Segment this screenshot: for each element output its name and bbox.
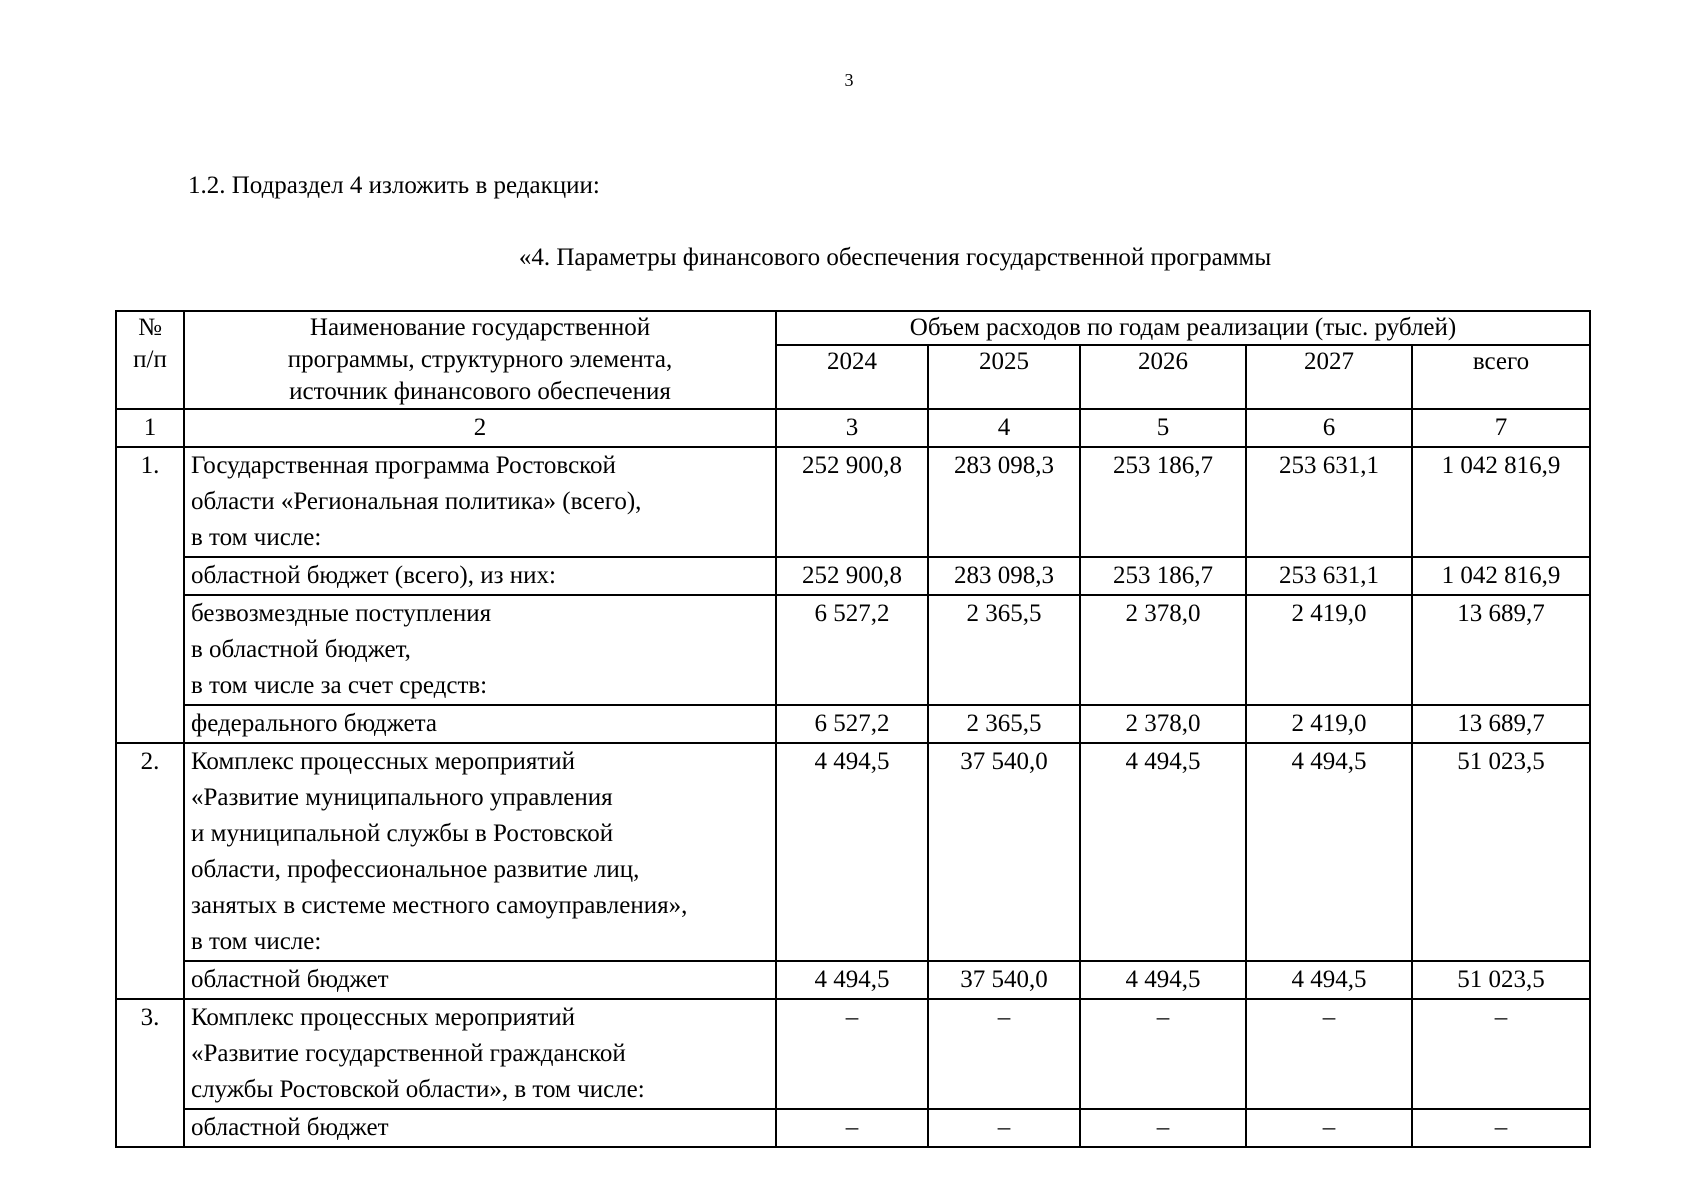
header-year-2024: 2024 xyxy=(776,345,928,409)
header-year-2027: 2027 xyxy=(1246,345,1412,409)
row-name: Комплекс процессных мероприятий «Развитие муниципального управления и муниципальной службы в Ростовской области, профессиональное развитие лиц, занятых в системе местного самоуправления», в том числе: xyxy=(184,743,776,961)
table-row xyxy=(116,557,1590,595)
table-header-row xyxy=(116,311,1590,345)
table-row xyxy=(116,743,1590,961)
value-total: 1 042 816,9 xyxy=(1412,557,1590,595)
col-number: 6 xyxy=(1246,409,1412,447)
row-number: 3. xyxy=(116,999,184,1147)
value-year: 6 527,2 xyxy=(776,595,928,705)
value-total: 51 023,5 xyxy=(1412,743,1590,961)
col-number: 1 xyxy=(116,409,184,447)
section-title: «4. Параметры финансового обеспечения государственной программы xyxy=(518,244,1272,271)
value-total: – xyxy=(1412,1109,1590,1147)
value-year: 37 540,0 xyxy=(928,743,1080,961)
value-year: 2 378,0 xyxy=(1080,705,1246,743)
value-year: 2 378,0 xyxy=(1080,595,1246,705)
col-number: 7 xyxy=(1412,409,1590,447)
column-number-row xyxy=(116,409,1590,447)
value-total: 1 042 816,9 xyxy=(1412,447,1590,557)
col-number: 4 xyxy=(928,409,1080,447)
table-row xyxy=(116,999,1590,1109)
value-year: 253 631,1 xyxy=(1246,557,1412,595)
value-year: 283 098,3 xyxy=(928,447,1080,557)
value-year: 4 494,5 xyxy=(776,743,928,961)
value-year: 6 527,2 xyxy=(776,705,928,743)
value-year: – xyxy=(776,1109,928,1147)
table-row xyxy=(116,961,1590,999)
value-total: – xyxy=(1412,999,1590,1109)
col-number: 5 xyxy=(1080,409,1246,447)
value-year: 4 494,5 xyxy=(1246,743,1412,961)
row-name: Государственная программа Ростовской области «Региональная политика» (всего), в том числе: xyxy=(184,447,776,557)
value-total: 51 023,5 xyxy=(1412,961,1590,999)
value-year: 2 365,5 xyxy=(928,595,1080,705)
value-year: 2 419,0 xyxy=(1246,595,1412,705)
value-year: – xyxy=(928,999,1080,1109)
value-year: 4 494,5 xyxy=(776,961,928,999)
header-total: всего xyxy=(1412,345,1590,409)
col-number: 3 xyxy=(776,409,928,447)
value-year: – xyxy=(1080,1109,1246,1147)
col-number: 2 xyxy=(184,409,776,447)
value-year: 252 900,8 xyxy=(776,447,928,557)
header-volume: Объем расходов по годам реализации (тыс. рублей) xyxy=(776,311,1590,345)
row-name: Комплекс процессных мероприятий «Развитие государственной гражданской службы Ростовской области», в том числе: xyxy=(184,999,776,1109)
value-year: – xyxy=(928,1109,1080,1147)
header-year-2025: 2025 xyxy=(928,345,1080,409)
page-number: 3 xyxy=(844,70,854,90)
value-year: 37 540,0 xyxy=(928,961,1080,999)
table-row xyxy=(116,595,1590,705)
value-year: 2 365,5 xyxy=(928,705,1080,743)
table-row xyxy=(116,447,1590,557)
value-year: 253 186,7 xyxy=(1080,447,1246,557)
financing-table xyxy=(115,310,1591,1148)
value-year: 253 631,1 xyxy=(1246,447,1412,557)
value-year: – xyxy=(1246,999,1412,1109)
table-row xyxy=(116,705,1590,743)
value-year: 4 494,5 xyxy=(1246,961,1412,999)
row-number: 1. xyxy=(116,447,184,743)
value-year: 2 419,0 xyxy=(1246,705,1412,743)
row-name: областной бюджет xyxy=(184,1109,776,1147)
value-total: 13 689,7 xyxy=(1412,705,1590,743)
header-name: Наименование государственной программы, структурного элемента, источник финансового обеспечения xyxy=(184,311,776,409)
value-total: 13 689,7 xyxy=(1412,595,1590,705)
header-no: № п/п xyxy=(116,311,184,409)
value-year: 252 900,8 xyxy=(776,557,928,595)
value-year: 253 186,7 xyxy=(1080,557,1246,595)
table-row xyxy=(116,1109,1590,1147)
header-year-2026: 2026 xyxy=(1080,345,1246,409)
value-year: 283 098,3 xyxy=(928,557,1080,595)
value-year: 4 494,5 xyxy=(1080,743,1246,961)
row-name: федерального бюджета xyxy=(184,705,776,743)
intro-text: 1.2. Подраздел 4 изложить в редакции: xyxy=(188,172,600,199)
value-year: 4 494,5 xyxy=(1080,961,1246,999)
value-year: – xyxy=(1080,999,1246,1109)
value-year: – xyxy=(776,999,928,1109)
value-year: – xyxy=(1246,1109,1412,1147)
row-name: областной бюджет (всего), из них: xyxy=(184,557,776,595)
row-name: областной бюджет xyxy=(184,961,776,999)
row-name: безвозмездные поступления в областной бюджет, в том числе за счет средств: xyxy=(184,595,776,705)
row-number: 2. xyxy=(116,743,184,999)
